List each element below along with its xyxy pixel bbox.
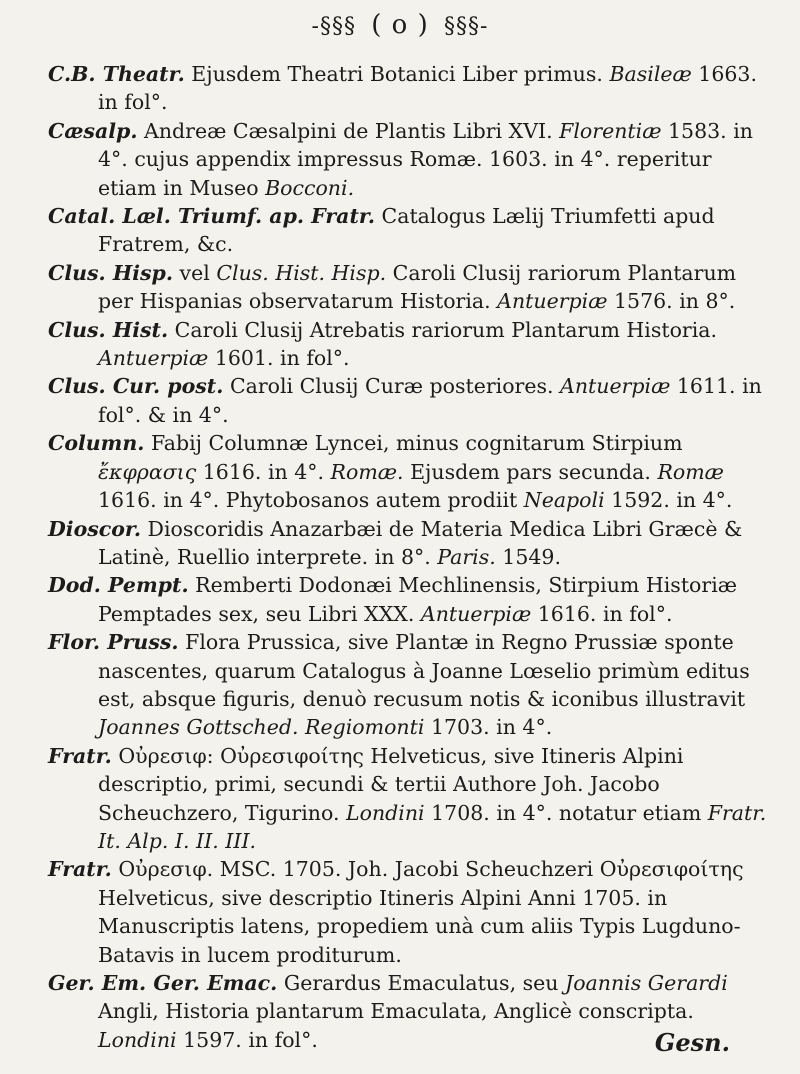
bibliography-entry: [48, 855, 768, 969]
entry-abbreviation: Column.: [48, 431, 145, 456]
entry-abbreviation: Fratr.: [48, 857, 112, 882]
bibliography-entry: [48, 202, 768, 259]
entry-text: 1611. in fol°. & in 4°.: [98, 374, 762, 427]
entry-text: Dioscoridis Anazarbæi de Materia Medica Libri Græcè & Latinè, Ruellio interprete. in 8°.: [98, 516, 743, 569]
entry-italic-text: Londini: [98, 1027, 177, 1052]
catchword: Gesn.: [654, 1028, 730, 1057]
entry-italic-text: Antuerpiæ: [560, 374, 671, 399]
bibliography-entry: [48, 515, 768, 572]
entry-italic-text: ἔκφρασις: [98, 459, 197, 484]
entry-text: Caroli Clusij Atrebatis rariorum Plantarum Historia.: [174, 317, 718, 342]
entry-text: Remberti Dodonæi Mechlinensis, Stirpium Historiæ Pemptades sex, seu Libri XXX.: [98, 573, 738, 626]
entry-italic-text: Fratr. It. Alp. I. II. III.: [98, 800, 767, 853]
entry-text: 1597. in fol°.: [176, 1027, 318, 1052]
entry-abbreviation: Clus. Hisp.: [48, 260, 173, 285]
entry-text: Οὐρεσιφ. MSC. 1705. Joh. Jacobi Scheuchzeri Οὐρεσιφοίτης Helveticus, sive descriptio Itineris Alpini Anni 1705. in Manuscriptis latens, propediem unà cum aliis Typis Lugduno-Batavis in lucem proditurum.: [98, 857, 744, 967]
entry-abbreviation: Clus. Hist.: [48, 317, 169, 342]
bibliography-entry: [48, 60, 768, 117]
bibliography-entry: [48, 742, 768, 856]
entry-italic-text: Basileæ: [609, 62, 692, 86]
entry-italic-text: Joannes Gottsched. Regiomonti: [98, 715, 425, 740]
entry-text: 1576. in 8°.: [607, 289, 736, 314]
entry-text: Gerardus Emaculatus, seu: [283, 971, 565, 995]
entry-text: Catalogus Lælij Triumfetti apud Fratrem, &c.: [98, 204, 715, 257]
bibliography-entry: [48, 316, 768, 373]
entry-text: Ejusdem pars secunda.: [403, 459, 658, 484]
entry-italic-text: Antuerpiæ: [497, 289, 608, 314]
entry-text: Fabij Columnæ Lyncei, minus cognitarum Stirpium: [150, 431, 683, 456]
entry-text: Οὐρεσιφ: Οὐρεσιφοίτης Helveticus, sive Itineris Alpini descriptio, primi, secundi & tertii Authore Joh. Jacobo Scheuchzero, Tigurino.: [98, 743, 684, 825]
entry-abbreviation: Catal. Læl. Triumf. ap. Fratr.: [48, 204, 375, 229]
entry-abbreviation: Ger. Em. Ger. Emac.: [48, 971, 278, 995]
entry-text: Andreæ Cæsalpini de Plantis Libri XVI.: [144, 118, 560, 143]
page-header: [0, 10, 800, 40]
entry-text: 1583. in 4°. cujus appendix impressus Romæ. 1603. in 4°. reperitur etiam in Museo: [98, 118, 753, 200]
entry-text: 1616. in 4°.: [196, 459, 331, 484]
entry-abbreviation: Cæsalp.: [48, 118, 138, 143]
bibliography-entry: [48, 117, 768, 202]
bibliography-entry: [48, 259, 768, 316]
entry-text: Angli, Historia plantarum Emaculata, Anglicè conscripta.: [98, 999, 694, 1024]
entry-text: 1708. in 4°. notatur etiam: [424, 800, 708, 825]
entry-italic-text: Antuerpiæ: [420, 601, 532, 626]
entry-text: 1601. in fol°.: [208, 346, 350, 371]
entry-abbreviation: Fratr.: [48, 743, 112, 768]
entry-text: 1549.: [495, 544, 561, 569]
entry-abbreviation: Flor. Pruss.: [48, 630, 179, 655]
bibliography-list: [48, 60, 768, 1054]
entry-text: Flora Prussica, sive Plantæ in Regno Prussiæ sponte nascentes, quarum Catalogus à Joanne Lœselio primùm editus est, absque figuris, denuò recusum notis & iconibus illustravit: [98, 630, 750, 711]
entry-text: Caroli Clusij Curæ posteriores.: [229, 374, 561, 399]
entry-italic-text: Florentiæ: [559, 118, 662, 143]
entry-italic-text: Romæ: [657, 459, 724, 484]
ornament-left: -§§§: [311, 14, 356, 39]
entry-text: vel: [179, 260, 217, 285]
entry-text: 1703. in 4°.: [424, 715, 553, 740]
bibliography-entry: [48, 429, 768, 514]
entry-italic-text: Joannis Gerardi: [564, 971, 728, 995]
entry-text: Caroli Clusij rariorum Plantarum per Hispanias observatarum Historia.: [98, 260, 737, 314]
entry-italic-text: Paris.: [437, 544, 496, 569]
entry-italic-text: Romæ.: [330, 459, 404, 484]
page-number: ( o ): [371, 10, 429, 40]
entry-text: Ejusdem Theatri Botanici Liber primus.: [191, 62, 610, 86]
entry-italic-text: Londini: [345, 800, 425, 825]
entry-abbreviation: Dioscor.: [48, 516, 141, 541]
entry-italic-text: Neapoli: [523, 488, 605, 513]
bibliography-entry: [48, 571, 768, 628]
entry-text: 1616. in 4°. Phytobosanos autem prodiit: [98, 488, 524, 513]
bibliography-entry: [48, 372, 768, 429]
entry-abbreviation: Clus. Cur. post.: [48, 374, 224, 399]
entry-italic-text: Bocconi.: [265, 175, 355, 200]
entry-italic-text: Clus. Hist. Hisp.: [216, 260, 387, 285]
ornament-right: §§§-: [444, 14, 489, 39]
entry-italic-text: Antuerpiæ: [98, 346, 209, 371]
bibliography-entry: [48, 628, 768, 742]
entry-abbreviation: C.B. Theatr.: [48, 62, 185, 86]
entry-text: 1592. in 4°.: [604, 488, 733, 513]
entry-text: 1616. in fol°.: [531, 601, 673, 626]
entry-text: 1663. in fol°.: [98, 62, 757, 115]
entry-abbreviation: Dod. Pempt.: [48, 573, 189, 598]
